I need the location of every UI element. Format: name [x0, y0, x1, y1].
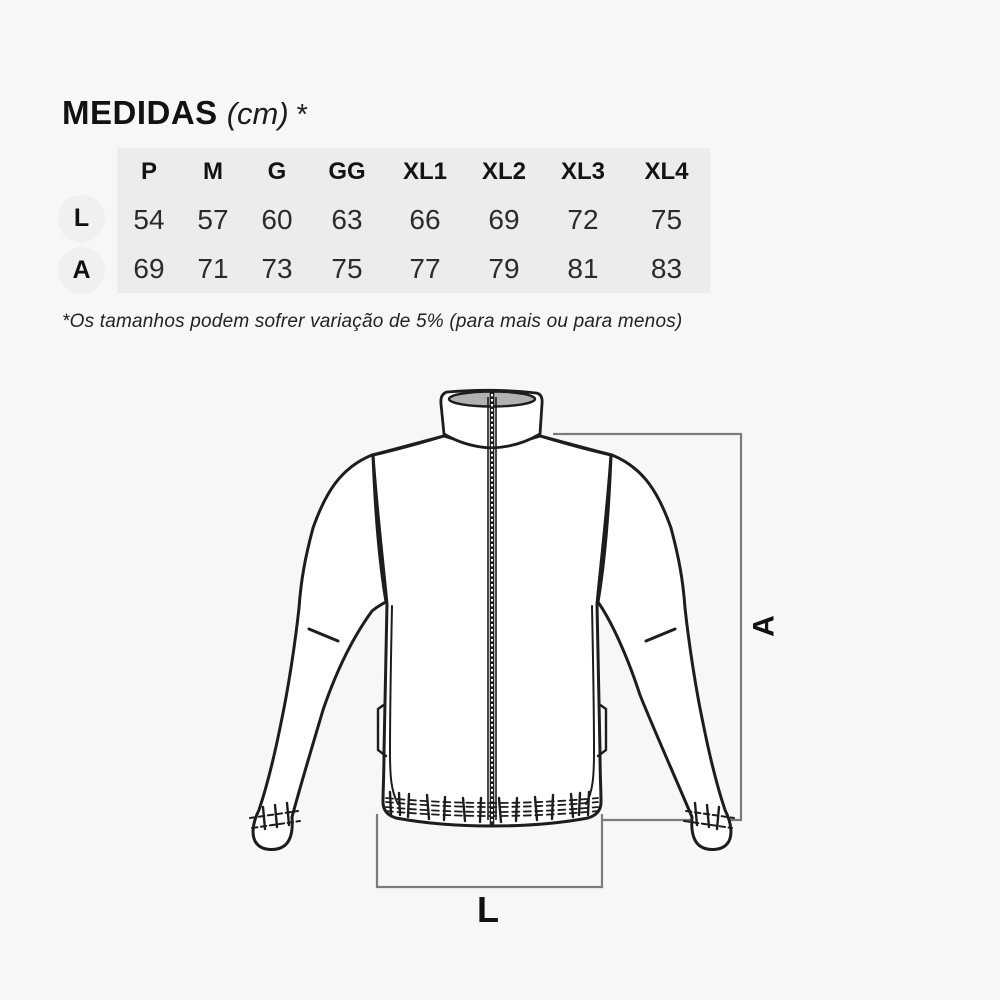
- width-value: 72: [567, 203, 599, 235]
- height-value: 75: [331, 252, 363, 284]
- size-col-header: XL3: [560, 157, 605, 185]
- size-col-header: XL1: [402, 157, 447, 185]
- height-value: 73: [261, 252, 293, 284]
- height-value: 69: [133, 252, 165, 284]
- row-badge-A: A: [58, 247, 105, 294]
- height-dim-label: A: [747, 615, 781, 637]
- height-value: 77: [409, 252, 441, 284]
- height-value: 83: [650, 252, 683, 284]
- title-unit: (cm): [226, 96, 289, 131]
- size-variation-footnote: *Os tamanhos podem sofrer variação de 5% (para mais ou para menos): [62, 311, 683, 332]
- height-value: 79: [488, 252, 520, 284]
- title-asterisk: *: [296, 99, 308, 131]
- width-value: 60: [261, 203, 293, 235]
- width-value: 63: [331, 203, 363, 235]
- height-value: 71: [197, 252, 229, 284]
- size-col-header: XL2: [481, 157, 526, 185]
- size-col-header: G: [267, 157, 287, 185]
- size-col-header: GG: [328, 157, 366, 185]
- width-value: 69: [488, 203, 520, 235]
- title-medidas: MEDIDAS: [62, 94, 218, 131]
- width-value: 54: [133, 203, 165, 235]
- size-col-header: P: [140, 157, 157, 185]
- row-badge-L: L: [58, 195, 105, 242]
- height-value: 81: [567, 252, 599, 284]
- size-col-header: XL4: [644, 157, 689, 185]
- width-dim-label: L: [477, 889, 499, 930]
- width-value: 75: [650, 203, 683, 235]
- width-value: 57: [197, 203, 229, 235]
- width-value: 66: [409, 203, 441, 235]
- size-col-header: M: [203, 157, 223, 185]
